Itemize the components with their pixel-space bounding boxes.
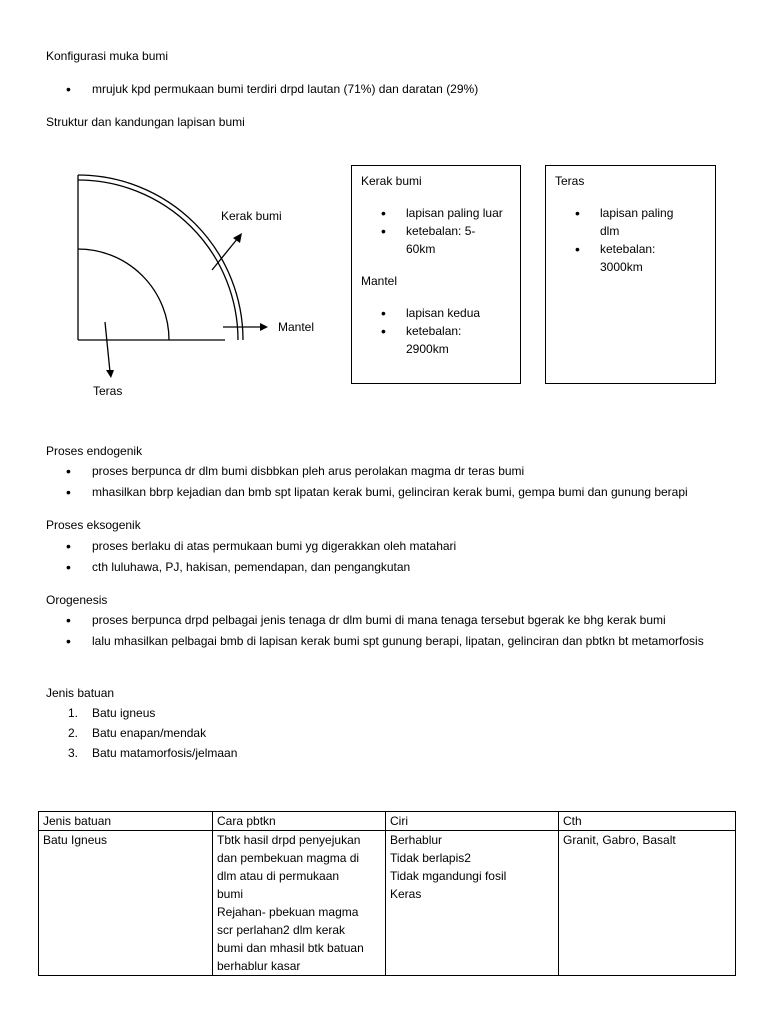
list-text: Batu matamorfosis/jelmaan (92, 746, 238, 760)
table-header-cell: Cara pbtkn (213, 812, 386, 831)
heading-endogenik: Proses endogenik (46, 444, 143, 458)
orogenesis-list (46, 611, 726, 650)
list-number: 1. (68, 706, 79, 720)
crust-inner-arc (78, 180, 238, 340)
list-item (46, 724, 646, 742)
label-teras: Teras (93, 384, 123, 398)
exogenic-list (46, 537, 746, 576)
core-arrow-head (106, 370, 114, 378)
endogenic-list (46, 462, 746, 501)
mantle-list (361, 304, 511, 358)
table-header-cell: Jenis batuan (39, 812, 213, 831)
heading-orogenesis: Orogenesis (46, 593, 108, 607)
list-text: Batu enapan/mendak (92, 726, 207, 740)
intro-list (46, 80, 726, 98)
core-list (555, 204, 706, 276)
core-arrow (105, 322, 110, 372)
list-item: • lapisan paling luar (361, 204, 511, 222)
list-item: • mrujuk kpd permukaan bumi terdiri drpd lautan (71%) dan daratan (29%) (46, 80, 726, 98)
mantle-arrow-head (260, 323, 268, 331)
list-item: • mhasilkan bbrp kejadian dan bmb spt lipatan kerak bumi, gelinciran kerak bumi, gempa bumi dan gunung berapi (46, 483, 746, 501)
table-header-row (39, 812, 736, 831)
box-title-kerak: Kerak bumi (361, 174, 422, 188)
list-text: Batu igneus (92, 706, 156, 720)
heading-jenis-batuan: Jenis batuan (46, 686, 115, 700)
crust-list (361, 204, 511, 258)
crust-mantle-box (351, 165, 521, 384)
list-item: • ketebalan: 5- 60km (361, 222, 511, 258)
list-item: • proses berpunca drpd pelbagai jenis tenaga dr dlm bumi di mana tenaga tersebut bgerak ke bhg kerak bumi (46, 611, 726, 629)
heading-konfigurasi: Konfigurasi muka bumi (46, 49, 169, 63)
crust-outer-arc (78, 175, 243, 340)
core-box (545, 165, 716, 384)
table-cell: Granit, Gabro, Basalt (559, 831, 736, 976)
list-number: 3. (68, 746, 79, 760)
list-number: 2. (68, 726, 79, 740)
list-item: • lapisan paling dlm (555, 204, 706, 240)
list-item: • lalu mhasilkan pelbagai bmb di lapisan kerak bumi spt gunung berapi, lipatan, gelinciran dan pbtkn bt metamorfosis (46, 632, 726, 650)
list-item: • cth luluhawa, PJ, hakisan, pemendapan, dan pengangkutan (46, 558, 746, 576)
label-kerak-bumi: Kerak bumi (221, 209, 282, 223)
label-mantel: Mantel (278, 320, 315, 334)
list-item: • ketebalan: 3000km (555, 240, 706, 276)
rock-types-list (46, 704, 646, 762)
box-title-teras: Teras (555, 174, 585, 188)
heading-eksogenik: Proses eksogenik (46, 518, 141, 532)
list-item: • ketebalan: 2900km (361, 322, 511, 358)
core-boundary-arc (78, 249, 169, 340)
list-item: • proses berpunca dr dlm bumi disbbkan pleh arus perolakan magma dr teras bumi (46, 462, 746, 480)
rock-table (38, 811, 736, 976)
heading-struktur: Struktur dan kandungan lapisan bumi (46, 115, 245, 129)
list-item: • proses berlaku di atas permukaan bumi yg digerakkan oleh matahari (46, 537, 746, 555)
table-cell: Batu Igneus (39, 831, 213, 976)
table-header-cell: Ciri (386, 812, 559, 831)
earth-layers-diagram (60, 160, 350, 410)
table-header-cell: Cth (559, 812, 736, 831)
list-item (46, 704, 646, 722)
list-item: • lapisan kedua (361, 304, 511, 322)
box-title-mantel: Mantel (361, 274, 398, 288)
list-item (46, 744, 646, 762)
table-cell: Tbtk hasil drpd penyejukan dan pembekuan magma di dlm atau di permukaan bumi Rejahan- pbekuan magma scr perlahan2 dlm kerak bumi dan mhasil btk batuan berhablur kasar (213, 831, 386, 976)
table-row (39, 831, 736, 976)
table-cell: Berhablur Tidak berlapis2 Tidak mgandungi fosil Keras (386, 831, 559, 976)
